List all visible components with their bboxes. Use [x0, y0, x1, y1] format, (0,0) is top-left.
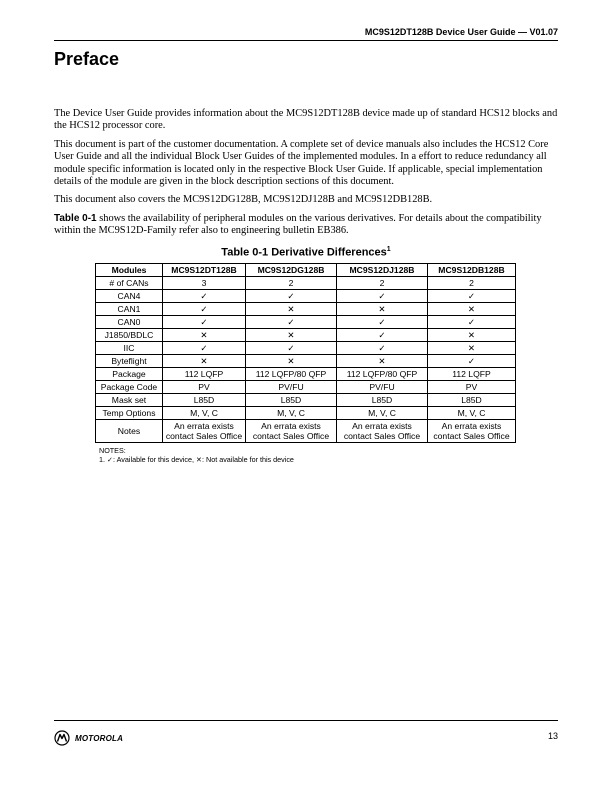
- table-cell: An errata exists contact Sales Office: [337, 419, 428, 442]
- table-cell: ✓: [428, 315, 516, 328]
- motorola-batwing-logo-icon: [54, 730, 70, 746]
- table-cell: ✕: [163, 328, 246, 341]
- table-row: [96, 393, 516, 406]
- table-cell: ✕: [246, 328, 337, 341]
- table-header-cell: MC9S12DT128B: [163, 263, 246, 276]
- header-divider: [54, 40, 558, 41]
- table-intro-paragraph: [54, 213, 558, 238]
- table-cell: An errata exists contact Sales Office: [163, 419, 246, 442]
- table-cell: M, V, C: [246, 406, 337, 419]
- table-cell: ✕: [246, 354, 337, 367]
- row-label-cell: J1850/BDLC: [96, 328, 163, 341]
- table-cell: PV: [163, 380, 246, 393]
- row-label-cell: Temp Options: [96, 406, 163, 419]
- table-cell: 2: [246, 276, 337, 289]
- row-label-cell: IIC: [96, 341, 163, 354]
- table-row: [96, 354, 516, 367]
- table-cell: ✓: [337, 341, 428, 354]
- table-row: [96, 276, 516, 289]
- table-cell: ✓: [428, 289, 516, 302]
- table-cell: M, V, C: [337, 406, 428, 419]
- table-cell: ✕: [337, 302, 428, 315]
- table-cell: 112 LQFP: [163, 367, 246, 380]
- table-cell: ✓: [163, 341, 246, 354]
- paragraph: This document is part of the customer documentation. A complete set of device manuals also includes the HCS12 Core User Guide and all the individual Block User Guides of the implemented modules. In a effort to reduce redundancy all module specific information is located only in the respective Block User Guide. If applicable, special implementation details of the module are given in the block description sections of this document.: [54, 138, 549, 188]
- table-cell: ✓: [246, 315, 337, 328]
- notes-heading: NOTES:: [99, 445, 126, 455]
- table-row: [96, 367, 516, 380]
- table-row: [96, 302, 516, 315]
- logo-wordmark: MOTOROLA: [75, 733, 124, 743]
- table-row: [96, 289, 516, 302]
- table-cell: PV/FU: [337, 380, 428, 393]
- table-cell: ✓: [337, 289, 428, 302]
- page-title: Preface: [54, 49, 120, 69]
- table-header-cell: MC9S12DJ128B: [337, 263, 428, 276]
- table-cell: ✓: [337, 315, 428, 328]
- table-cell: ✕: [163, 354, 246, 367]
- table-cell: ✓: [246, 289, 337, 302]
- table-intro-text: shows the availability of peripheral modules on the various derivatives. For details about the compatibility within the MC9S12D-Family refer also to engineering bulletin EB386.: [54, 212, 542, 237]
- paragraph: This document also covers the MC9S12DG128B, MC9S12DJ128B and MC9S12DB128B.: [54, 194, 433, 206]
- paragraph: The Device User Guide provides information about the MC9S12DT128B device made up of standard HCS12 blocks and the HCS12 processor core.: [54, 108, 558, 132]
- table-cell: ✓: [246, 341, 337, 354]
- table-cell: L85D: [337, 393, 428, 406]
- table-row: [96, 341, 516, 354]
- table-cell: 2: [337, 276, 428, 289]
- note-text: : Not available for this device: [202, 454, 294, 464]
- row-label-cell: Mask set: [96, 393, 163, 406]
- note-number: 1.: [99, 454, 107, 464]
- table-cell: An errata exists contact Sales Office: [246, 419, 337, 442]
- table-notes: [99, 446, 558, 464]
- footer-logo: [54, 730, 123, 746]
- check-icon: ✓: [107, 454, 114, 464]
- table-cell: 112 LQFP: [428, 367, 516, 380]
- note-text: : Available for this device,: [113, 454, 196, 464]
- table-caption-footnote-ref: 1: [386, 245, 391, 253]
- table-cell: ✓: [337, 328, 428, 341]
- table-cell: ✕: [428, 328, 516, 341]
- row-label-cell: Byteflight: [96, 354, 163, 367]
- table-header-row: [96, 263, 516, 276]
- table-cell: L85D: [163, 393, 246, 406]
- table-reference-link[interactable]: Table 0-1: [54, 212, 97, 224]
- table-row: [96, 419, 516, 442]
- row-label-cell: Package: [96, 367, 163, 380]
- table-cell: ✓: [163, 315, 246, 328]
- table-cell: M, V, C: [428, 406, 516, 419]
- table-cell: ✓: [163, 302, 246, 315]
- table-cell: ✕: [337, 354, 428, 367]
- table-caption: [54, 244, 558, 259]
- table-cell: ✓: [163, 289, 246, 302]
- table-cell: 112 LQFP/80 QFP: [337, 367, 428, 380]
- derivative-differences-table: [95, 263, 516, 443]
- table-cell: L85D: [428, 393, 516, 406]
- table-body: [96, 276, 516, 442]
- table-row: [96, 315, 516, 328]
- running-header: MC9S12DT128B Device User Guide — V01.07: [364, 27, 558, 37]
- table-cell: PV: [428, 380, 516, 393]
- row-label-cell: CAN4: [96, 289, 163, 302]
- row-label-cell: # of CANs: [96, 276, 163, 289]
- table-cell: PV/FU: [246, 380, 337, 393]
- table-row: [96, 328, 516, 341]
- row-label-cell: CAN1: [96, 302, 163, 315]
- table-header-cell: MC9S12DG128B: [246, 263, 337, 276]
- row-label-cell: Notes: [96, 419, 163, 442]
- table-cell: 2: [428, 276, 516, 289]
- table-caption-text: Table 0-1 Derivative Differences: [221, 246, 387, 259]
- footer-divider: [54, 720, 558, 721]
- table-cell: ✕: [246, 302, 337, 315]
- table-header-cell: MC9S12DB128B: [428, 263, 516, 276]
- table-cell: An errata exists contact Sales Office: [428, 419, 516, 442]
- table-cell: L85D: [246, 393, 337, 406]
- table-cell: ✓: [428, 354, 516, 367]
- table-header-cell: Modules: [96, 263, 163, 276]
- table-row: [96, 380, 516, 393]
- page-number: 13: [547, 731, 558, 741]
- note-item: [99, 455, 558, 464]
- table-cell: 3: [163, 276, 246, 289]
- cross-icon: ✕: [196, 454, 203, 464]
- table-cell: M, V, C: [163, 406, 246, 419]
- table-cell: ✕: [428, 302, 516, 315]
- table-cell: ✕: [428, 341, 516, 354]
- row-label-cell: Package Code: [96, 380, 163, 393]
- table-cell: 112 LQFP/80 QFP: [246, 367, 337, 380]
- row-label-cell: CAN0: [96, 315, 163, 328]
- body-content: [54, 108, 558, 464]
- table-row: [96, 406, 516, 419]
